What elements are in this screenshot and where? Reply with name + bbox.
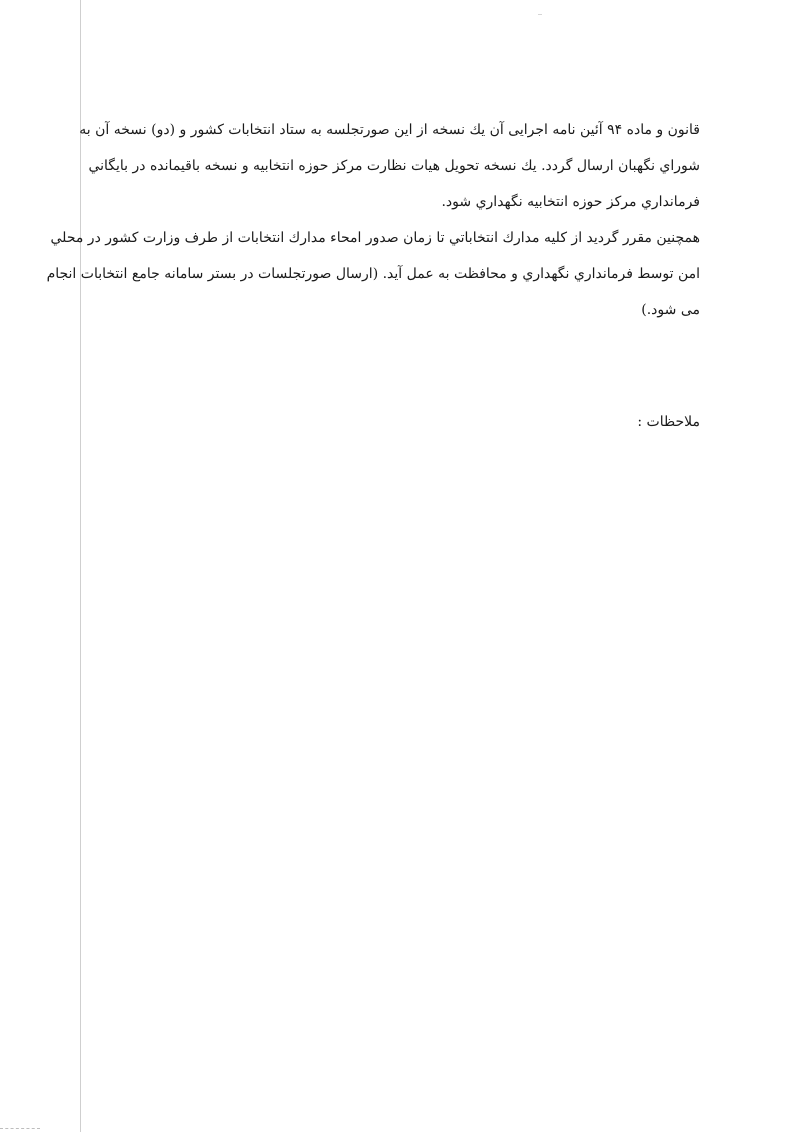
paragraph-line: قانون و ماده ۹۴ آئين نامه اجرایی آن يك نسخه از اين صورتجلسه به ستاد انتخابات كشور و (دو) نسخه آن به — [79, 122, 700, 138]
page-corner-dash — [0, 1128, 40, 1129]
remarks-label: ملاحظات : — [637, 414, 700, 430]
paragraph-line: شوراي نگهبان ارسال گردد. يك نسخه تحويل هيات نظارت مركز حوزه انتخابيه و نسخه باقيمانده در بايگاني — [88, 158, 700, 174]
paragraph-line: همچنين مقرر گرديد از كليه مدارك انتخاباتي تا زمان صدور امحاء مدارك انتخابات از طرف وزارت كشور در محلي — [50, 230, 700, 246]
paragraph-line: امن توسط فرمانداري نگهداري و محافظت به عمل آيد. (ارسال صورتجلسات در بستر سامانه جامع انتخابات انجام — [46, 266, 700, 282]
scan-mark — [538, 14, 542, 15]
paragraph-line: می شود.) — [641, 302, 700, 318]
document-body — [46, 112, 700, 328]
page-left-edge-line — [80, 0, 81, 1132]
paragraph-document-retention — [46, 220, 700, 328]
paragraph-line: فرمانداري مركز حوزه انتخابيه نگهداري شود. — [441, 194, 700, 210]
paragraph-archiving — [79, 112, 700, 220]
